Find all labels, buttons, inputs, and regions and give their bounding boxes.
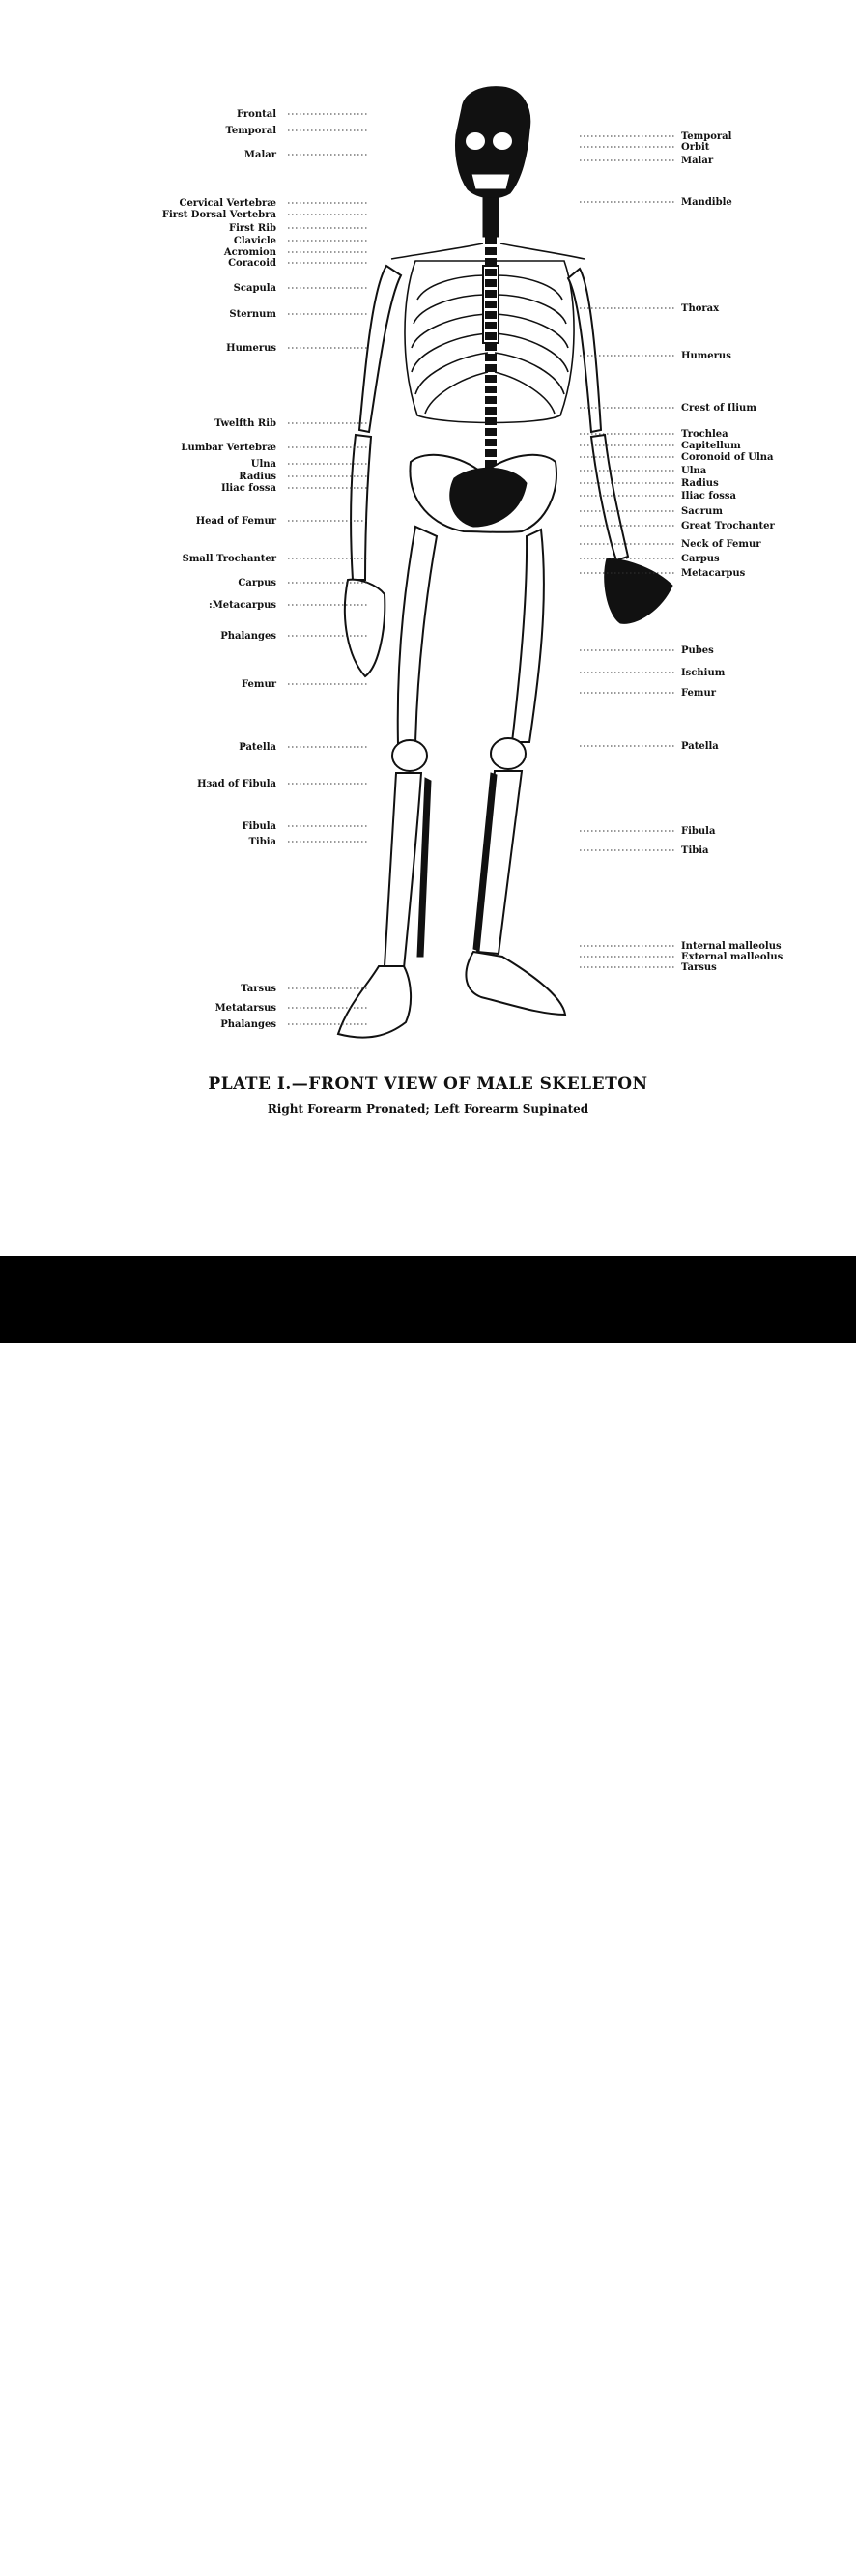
label-left-first-rib: First Rib xyxy=(229,223,276,234)
label-right-internal-malleolus: Internal malleolus xyxy=(681,941,782,952)
label-left-acromion: Acromion xyxy=(223,247,276,258)
hand-right xyxy=(345,580,385,676)
label-right-tarsus: Tarsus xyxy=(681,962,717,973)
plate-page xyxy=(0,0,856,1256)
label-left-sternum: Sternum xyxy=(229,309,276,320)
left-labels xyxy=(162,109,367,1030)
caption-subtitle: Right Forearm Pronated; Left Forearm Supinated xyxy=(267,1102,589,1116)
label-right-great-trochanter: Great Trochanter xyxy=(681,521,775,531)
label-left-radius: Radius xyxy=(239,472,276,482)
label-right-ischium: Ischium xyxy=(681,668,726,678)
watermark-banner xyxy=(0,1256,856,2574)
label-left-clavicle: Clavicle xyxy=(233,236,276,246)
humerus-right xyxy=(359,266,401,432)
label-right-femur: Femur xyxy=(681,688,717,699)
label-left-first-dorsal-vertebra: First Dorsal Vertebra xyxy=(161,210,276,220)
clavicle-left xyxy=(500,243,585,259)
label-right-iliac-fossa: Iliac fossa xyxy=(681,491,737,501)
label-right-coronoid-of-ulna: Coronoid of Ulna xyxy=(681,452,774,463)
label-left-malar: Malar xyxy=(243,150,276,160)
caption-title: PLATE I.—FRONT VIEW OF MALE SKELETON xyxy=(208,1074,648,1094)
label-left-phalanges: Phalanges xyxy=(220,1019,276,1030)
label-left-coracoid: Coracoid xyxy=(228,258,276,269)
cervical-spine xyxy=(483,198,499,237)
image-id: Image ID: 2E22F3W xyxy=(662,2537,833,2556)
alamy-logo: alamy xyxy=(19,2526,146,2570)
patella-left xyxy=(491,738,526,769)
label-left-temporal: Temporal xyxy=(225,126,276,136)
patella-right xyxy=(392,740,427,771)
label-right-external-malleolus: External malleolus xyxy=(681,952,784,962)
image-credit xyxy=(662,2537,833,2576)
label-left-femur: Femur xyxy=(241,679,276,690)
label-right-radius: Radius xyxy=(681,478,719,489)
label-right-humerus: Humerus xyxy=(681,351,731,361)
label-left-lumbar-vertebr: Lumbar Vertebræ xyxy=(181,443,276,453)
label-right-carpus: Carpus xyxy=(681,554,720,564)
label-left-carpus: Carpus xyxy=(238,578,276,588)
label-right-ulna: Ulna xyxy=(681,466,707,476)
foot-right xyxy=(338,966,411,1038)
label-right-malar: Malar xyxy=(681,156,714,166)
label-left-twelfth-rib: Twelfth Rib xyxy=(214,418,276,429)
label-left-humerus: Humerus xyxy=(226,343,276,354)
label-left-patella: Patella xyxy=(239,742,276,753)
tibia-right xyxy=(385,773,421,968)
skeleton-figure xyxy=(338,87,672,1038)
orbit-left xyxy=(466,132,485,150)
label-right-thorax: Thorax xyxy=(681,303,720,314)
label-left-fibula: Fibula xyxy=(242,821,276,832)
label-right-fibula: Fibula xyxy=(681,826,716,837)
label-left-phalanges: Phalanges xyxy=(220,631,276,642)
label-right-neck-of-femur: Neck of Femur xyxy=(681,539,761,550)
label-left-tarsus: Tarsus xyxy=(241,984,276,994)
femur-left xyxy=(512,530,544,742)
label-right-tibia: Tibia xyxy=(681,845,709,856)
label-left-scapula: Scapula xyxy=(233,283,276,294)
label-right-trochlea: Trochlea xyxy=(681,429,728,440)
label-left-cervical-vertebr: Cervical Vertebræ xyxy=(179,198,276,209)
label-right-sacrum: Sacrum xyxy=(681,506,723,517)
label-right-metacarpus: Metacarpus xyxy=(681,568,746,579)
orbit-right xyxy=(493,132,512,150)
label-left-h-ad-of-fibula: Hɜad of Fibula xyxy=(197,779,276,789)
label-left-iliac-fossa: Iliac fossa xyxy=(220,483,276,494)
site-url: www.alamy.com xyxy=(724,2559,833,2574)
femur-right xyxy=(398,527,437,744)
label-right-pubes: Pubes xyxy=(681,645,714,656)
label-left-head-of-femur: Head of Femur xyxy=(195,516,276,527)
right-labels xyxy=(580,131,784,973)
label-left-ulna: Ulna xyxy=(250,459,276,470)
clavicle-right xyxy=(391,243,483,259)
forearm-left xyxy=(591,435,628,560)
label-left-frontal: Frontal xyxy=(236,109,276,120)
label-right-patella: Patella xyxy=(681,741,719,752)
label-right-capitellum: Capitellum xyxy=(681,441,741,451)
label-left-small-trochanter: Small Trochanter xyxy=(182,554,276,564)
label-right-mandible: Mandible xyxy=(681,197,732,208)
label-right-crest-of-ilium: Crest of Ilium xyxy=(681,403,756,414)
label-left-tibia: Tibia xyxy=(248,837,276,847)
label-left-metacarpus: :Metacarpus xyxy=(209,600,276,611)
label-right-temporal: Temporal xyxy=(681,131,732,142)
foot-left xyxy=(466,952,565,1015)
skeleton-diagram xyxy=(0,0,856,1063)
label-right-orbit: Orbit xyxy=(681,142,710,153)
label-left-metatarsus: Metatarsus xyxy=(214,1003,276,1014)
hand-left xyxy=(605,558,672,623)
